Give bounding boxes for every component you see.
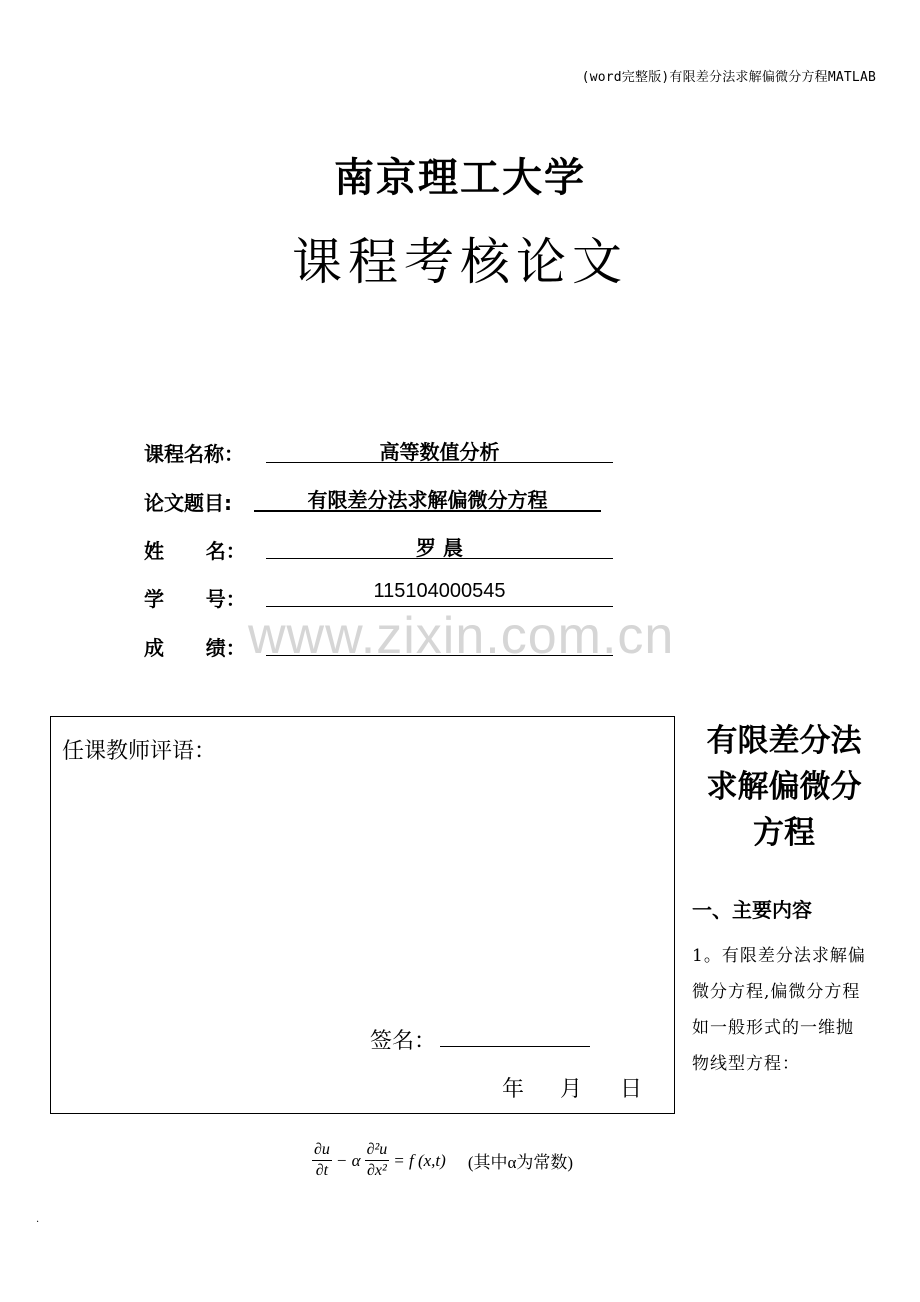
d2u-dx2-fraction: [365, 1140, 390, 1181]
section-heading: 一、主要内容: [692, 898, 812, 922]
course-name-value: 高等数值分析: [266, 436, 613, 463]
date-year: 年: [502, 1077, 525, 1102]
fraction-numerator: ∂u: [312, 1140, 332, 1161]
equation-note: (其中α为常数): [467, 1153, 574, 1172]
signature-label: 签名：: [370, 1029, 437, 1054]
minus-alpha: − α: [335, 1150, 361, 1170]
student-name-label: 姓 名：: [144, 539, 246, 563]
date-day: 日: [620, 1077, 643, 1102]
fraction-denominator: ∂x²: [367, 1162, 387, 1179]
teacher-comment-box: [50, 716, 675, 1114]
paragraph-line: 如一般形式的一维抛: [692, 1018, 854, 1038]
footer-dot: .: [36, 1214, 40, 1225]
side-title-line: 方程: [753, 815, 815, 851]
equation-rhs: = f (x,t): [393, 1150, 446, 1170]
date-month: 月: [560, 1077, 583, 1102]
student-id-label: 学 号：: [144, 587, 246, 611]
paragraph-line: 1。有限差分法求解偏: [692, 946, 866, 966]
watermark: www.zixin.com.cn: [248, 607, 675, 665]
teacher-comment-label: 任课教师评语：: [62, 739, 217, 764]
pde-equation: [312, 1140, 573, 1181]
fraction-denominator: ∂t: [315, 1162, 329, 1179]
signature-line: [440, 1046, 590, 1047]
paragraph-line: 微分方程,偏微分方程: [692, 982, 861, 1002]
fraction-numerator: ∂²u: [365, 1140, 390, 1161]
paper-topic-value: 有限差分法求解偏微分方程: [254, 484, 601, 512]
paper-topic-label: 论文题目:: [144, 491, 232, 515]
page-header: (word完整版)有限差分法求解偏微分方程MATLAB: [581, 70, 876, 85]
university-name: 南京理工大学: [334, 155, 586, 201]
student-id-value: 115104000545: [266, 580, 613, 607]
student-name-value: 罗 晨: [266, 532, 613, 559]
side-title: [688, 718, 880, 856]
paragraph-line: 物线型方程：: [692, 1054, 800, 1074]
paper-title: 课程考核论文: [292, 233, 628, 291]
course-name-label: 课程名称：: [144, 442, 244, 466]
grade-label: 成 绩：: [144, 636, 246, 660]
side-title-line: 有限差分法: [706, 723, 862, 759]
side-title-line: 求解偏微分: [706, 769, 862, 805]
du-dt-fraction: [312, 1140, 332, 1181]
side-paragraph: [692, 938, 884, 1082]
